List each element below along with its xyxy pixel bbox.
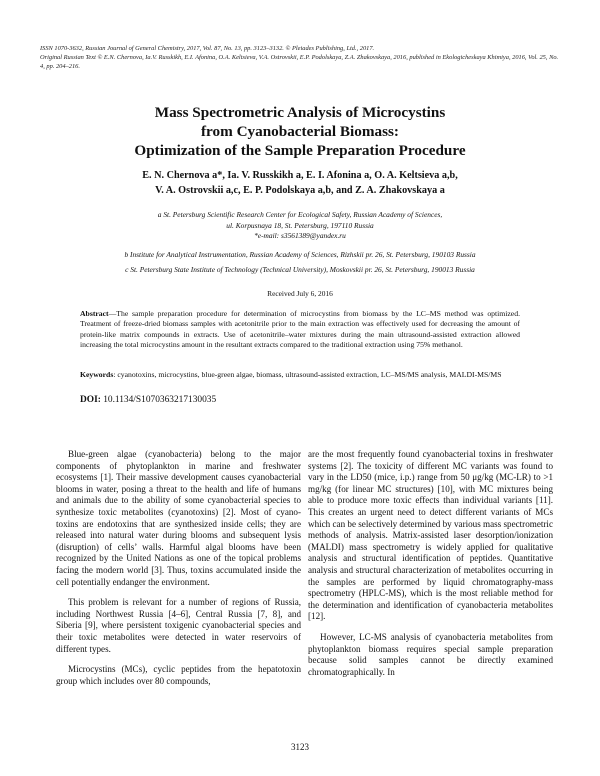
affiliation-a-line-1: a St. Petersburg Scientific Research Center for Ecological Safety, Russian Academy of Sciences,: [157, 210, 443, 219]
abstract-text: —The sample preparation procedure for determination of microcystins from biomass by the LC–MS method was optimized. Treatment of freeze-dried biomass samples with acetonitrile prior to the main extraction was effectively used for decreasing the amount of protein-like matrix compounds in extracts. Use of acetonitrile–water mixtures during the main ultrasound-assisted extraction allowed increasing the total microcystins amount in the resultant extracts compared to the traditional extraction using 75% methanol.: [80, 309, 520, 350]
journal-header: [40, 44, 560, 71]
title-line-1: Mass Spectrometric Analysis of Microcystins: [154, 104, 446, 121]
affiliation-b: b Institute for Analytical Instrumentation, Russian Academy of Sciences, Rizhskii pr. 26, St. Petersburg, 190103 Russia: [124, 250, 476, 259]
paragraph: This problem is relevant for a number of regions of Russia, including Northwest Russia [4–6], Central Russia [7, 8], and Siberia [9], where persistent toxigenic cyanobacterial species and their toxic metabolites were detected in water reservoirs of different types.: [56, 597, 301, 654]
paragraph: Microcystins (MCs), cyclic peptides from the hepatotoxin group which includes over 80 compounds,: [56, 664, 301, 686]
body-column-right: [308, 449, 553, 687]
doi: [80, 395, 520, 405]
keywords-text: : cyanotoxins, microcystins, blue-green algae, biomass, ultrasound-assisted extraction, LC–MS/MS analysis, MALDI-MS/MS: [113, 370, 502, 379]
paragraph: However, LC-MS analysis of cyanobacteria metabolites from phytoplankton biomass requires special sample preparation because solid samples cannot be directly examined chromatographically. In: [308, 631, 553, 677]
paragraph: Blue-green algae (cyanobacteria) belong to the major components of phytoplankton in marine and freshwater ecosystems [1]. Their massive development causes cyanobacterial blooms in water, posing a threat to the health and life of humans and animals due to the ability of some cyanobacterial species to synthesize toxic metabolites (cyanotoxins) [2]. Most of cyano-toxins are endotoxins that are synthesized inside cells; they are released into natural water during blooms and subsequent lysis (disruption) of cells’ walls. Harmful algal blooms have been recognized by the United Nations as one of the topical problems facing the modern world [3]. Thus, toxins accumulated inside the cell potentially endanger the environment.: [56, 449, 301, 587]
received-date: Received July 6, 2016: [267, 289, 333, 298]
doi-value: 10.1134/S1070363217130035: [103, 395, 217, 405]
author-list: [40, 168, 560, 198]
authors-line-2: V. A. Ostrovskii a,c, E. P. Podolskaya a,b, and Z. A. Zhakovskaya a: [155, 185, 445, 196]
body-column-left: [56, 449, 301, 696]
keywords: [80, 370, 520, 380]
affiliation-a-line-2: ul. Korpusnaya 18, St. Petersburg, 197110 Russia: [226, 220, 374, 230]
page-number: 3123: [291, 742, 309, 752]
doi-label: DOI:: [80, 395, 101, 405]
paragraph: are the most frequently found cyanobacterial toxins in freshwater systems [2]. The toxicity of different MC variants was found to vary in the LD50 (mice, i.p.) range from 50 μg/kg (MC-LR) to >1 mg/kg (for linear MC structures) [10], with MC mixtures being able to produce more toxic effects than individual variants [11]. This creates an urgent need to detect different variants of MCs which can be selectively determined by various mass spectrometric methods of analysis. Matrix-assisted laser desorption/ionization (MALDI) mass spectrometry is widely applied for qualitative analysis and structural identification of peptides. Quantitative analysis and structural characterization of metabolites occurring in the samples are performed by liquid chromatography-mass spectrometry (HPLC-MS), which is the most reliable method for the determination and identification of cyanobacteria metabolites [12].: [308, 449, 553, 622]
authors-line-1: E. N. Chernova a*, Ia. V. Russkikh a, E. I. Afonina a, O. A. Keltsieva a,b,: [142, 170, 458, 181]
abstract: [80, 309, 520, 351]
keywords-label: Keywords: [80, 370, 114, 379]
title-line-3: Optimization of the Sample Preparation Procedure: [134, 142, 466, 159]
issn-line: ISSN 1070-3632, Russian Journal of General Chemistry, 2017, Vol. 87, No. 13, pp. 3123–3132. © Pleiades Publishing, Ltd., 2017.: [40, 45, 375, 52]
article-title: [40, 103, 560, 160]
abstract-label: Abstract: [80, 309, 109, 318]
original-text-line: Original Russian Text © E.N. Chernova, Ia.V. Russkikh, E.I. Afonina, O.A. Keltsieva, V.A. Ostrovskii, E.P. Podolskaya, Z.A. Zhakovskaya, 2016, published in Ekologicheskaya Khimiya, 2016, Vol. 25, No. 4, pp. 204–216.: [40, 54, 559, 70]
title-line-2: from Cyanobacterial Biomass:: [201, 123, 399, 140]
contact-email: *e-mail: s3561389@yandex.ru: [254, 231, 346, 240]
affiliation-c: c St. Petersburg State Institute of Technology (Technical University), Moskovskii pr. 26, St. Petersburg, 190013 Russia: [125, 265, 475, 274]
affiliation-a: [40, 210, 560, 242]
